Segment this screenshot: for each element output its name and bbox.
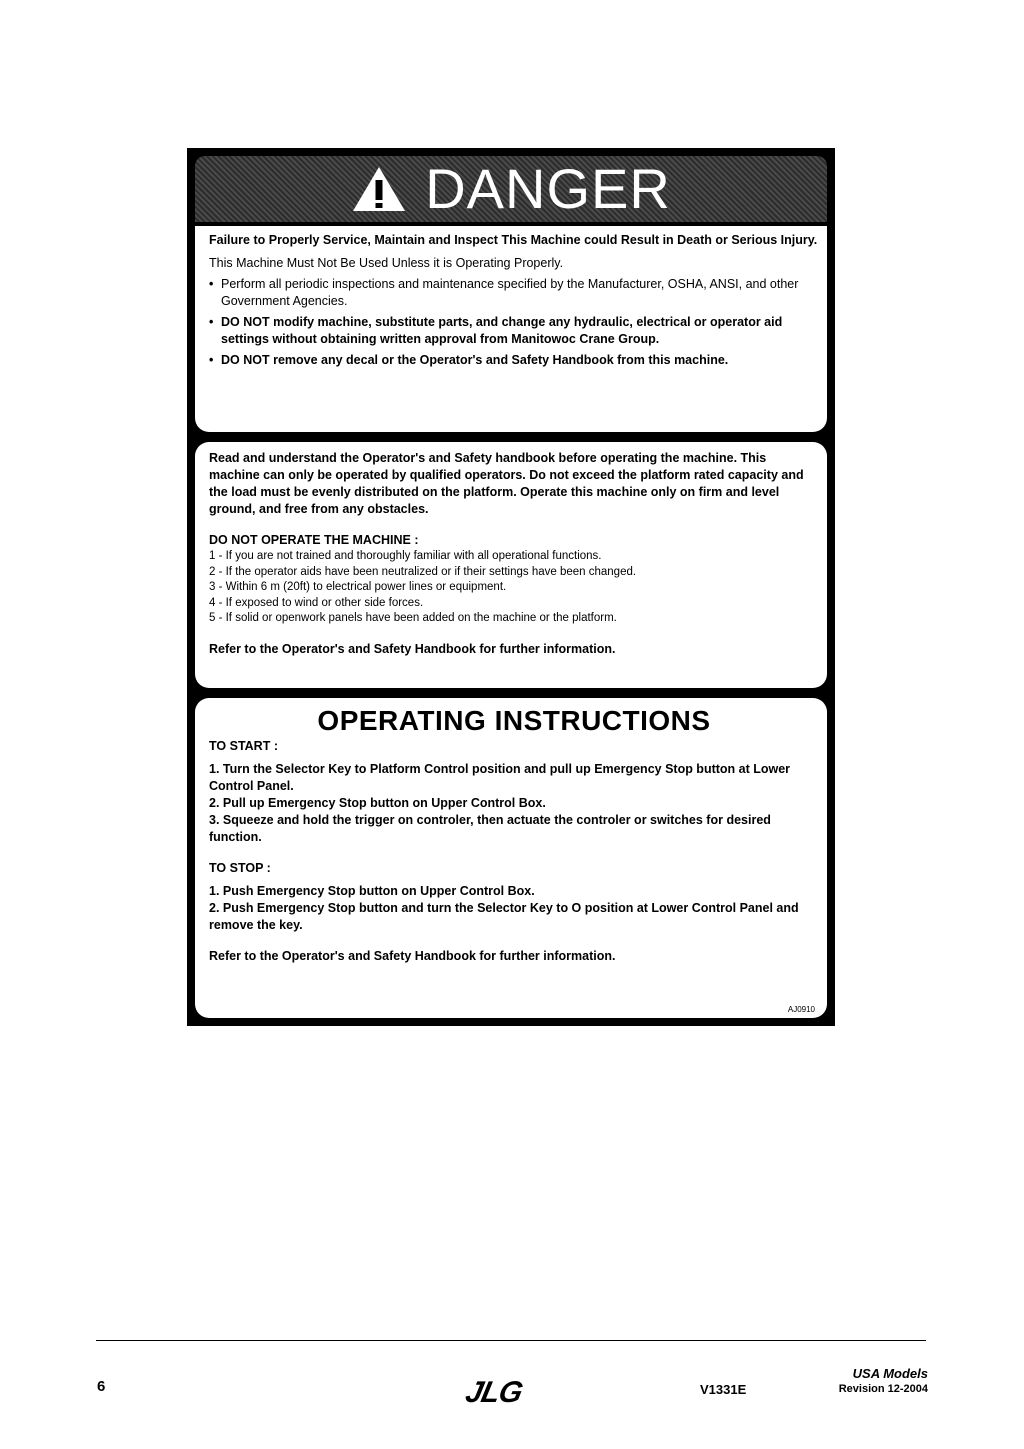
operating-instructions-title: OPERATING INSTRUCTIONS [317, 705, 711, 736]
models-label: USA Models [852, 1366, 928, 1381]
page-number: 6 [97, 1378, 106, 1395]
revision-label: Revision 12-2004 [838, 1383, 928, 1395]
list-item: 2. Push Emergency Stop button and turn the Selector Key to O position at Lower Control Panel and remove the key. [209, 901, 799, 932]
footer-divider [96, 1340, 926, 1341]
operation-warning-panel [195, 442, 827, 688]
panel2-refer: Refer to the Operator's and Safety Handbook for further information. [209, 641, 616, 656]
danger-title: DANGER [425, 157, 671, 220]
list-item: 4 - If exposed to wind or other side forces. [209, 596, 424, 609]
decal-code: AJ0910 [787, 1005, 815, 1014]
list-item: 1. Turn the Selector Key to Platform Control position and pull up Emergency Stop button at Lower Control Panel. [209, 762, 791, 793]
list-item: • DO NOT modify machine, substitute parts, and change any hydraulic, electrical or operator aid settings without obtaining written approval from Manitowoc Crane Group. [209, 315, 783, 346]
warning-triangle-icon [351, 165, 407, 213]
panel2-intro: Read and understand the Operator's and Safety handbook before operating the machine. This machine can only be operated by qualified operators. Do not exceed the platform rated capacity and the load must be evenly distributed on the platform. Operate this machine only on firm and level ground, and free from any obstacles. [209, 451, 804, 516]
list-item: 3 - Within 6 m (20ft) to electrical power lines or equipment. [209, 581, 507, 593]
start-heading: TO START : [209, 739, 278, 753]
panel3-refer: Refer to the Operator's and Safety Handbook for further information. [209, 949, 616, 963]
list-item: 2 - If the operator aids have been neutralized or if their settings have been changed. [209, 565, 637, 578]
danger-decal [187, 148, 835, 1026]
operating-instructions-panel [195, 698, 827, 1018]
panel2-heading: DO NOT OPERATE THE MACHINE : [209, 533, 419, 547]
list-item: 3. Squeeze and hold the trigger on controler, then actuate the controler or switches for desired function. [209, 813, 771, 844]
maintenance-warning-panel [195, 226, 827, 432]
danger-header [195, 156, 827, 222]
list-item: 2. Pull up Emergency Stop button on Upper Control Box. [209, 796, 546, 810]
list-item: • Perform all periodic inspections and maintenance specified by the Manufacturer, OSHA, ANSI, and other Government Agencies. [209, 277, 799, 308]
jlg-logo: JLG [462, 1376, 525, 1409]
list-item: • DO NOT remove any decal or the Operator's and Safety Handbook from this machine. [209, 353, 729, 367]
list-item: 1. Push Emergency Stop button on Upper Control Box. [209, 884, 535, 898]
panel1-line2: This Machine Must Not Be Used Unless it is Operating Properly. [209, 256, 564, 270]
stop-heading: TO STOP : [209, 861, 271, 875]
list-item: 5 - If solid or openwork panels have been added on the machine or the platform. [209, 612, 617, 624]
document-code: V1331E [700, 1382, 747, 1397]
models-block [839, 1366, 928, 1395]
list-item: 1 - If you are not trained and thoroughly familiar with all operational functions. [209, 550, 602, 562]
panel1-line1: Failure to Properly Service, Maintain and Inspect This Machine could Result in Death or Serious Injury. [209, 233, 818, 247]
